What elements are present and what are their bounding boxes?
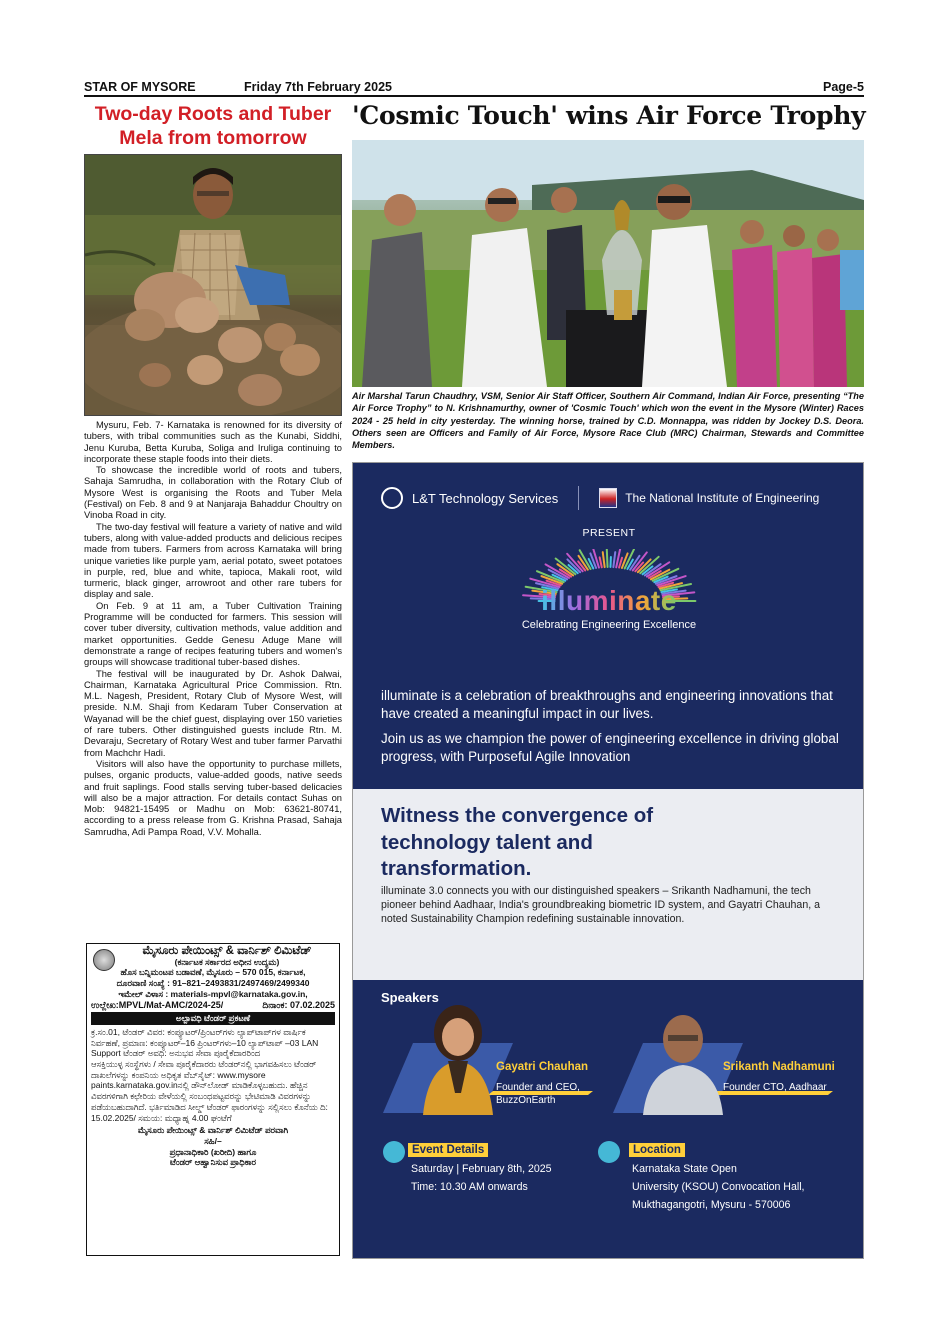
speaker-portrait-1 xyxy=(413,1003,503,1115)
tender-address: ಹೊಸ ಬನ್ನಿಮಂಟಪ ಬಡಾವಣೆ, ಮೈಸೂರು – 570 015, ಕರ್ನಾಟಕ, xyxy=(120,967,306,978)
tender-sign-line-4: ಟೆಂಡರ್ ಆಹ್ವಾನಿಸುವ ಪ್ರಾಧಿಕಾರ xyxy=(169,1157,257,1168)
tender-email: ಇಮೇಲ್ ವಿಳಾಸ : materials-mpvl@karnataka.gov.in, xyxy=(118,988,308,999)
left-headline-line-1: Two-day Roots and Tuber xyxy=(94,103,332,125)
ad-sponsor-logos xyxy=(381,485,851,511)
left-headline-line-2: Mela from tomorrow xyxy=(119,127,307,149)
tender-notice xyxy=(86,943,340,1256)
lt-name: L&T Technology Services xyxy=(412,490,559,506)
starburst-ray xyxy=(607,549,608,567)
tender-subtitle: (ಕರ್ನಾಟಕ ಸರ್ಕಾರದ ಅಧೀನ ಉದ್ಯಮ) xyxy=(174,956,280,967)
location-line-3: Mukthagangotri, Mysuru - 570006 xyxy=(632,1199,791,1211)
speaker-1-role-line-2: BuzzOnEarth xyxy=(496,1095,556,1106)
speaker-2-name: Srikanth Nadhamuni xyxy=(723,1061,835,1073)
tender-phone: ದೂರವಾಣಿ ಸಂಖ್ಯೆ : 91–821–2493831/2497469/2499340 xyxy=(116,978,310,989)
article-paragraph: Mysuru, Feb. 7- Karnataka is renowned for its diversity of tubers, with tribal communities such as the Kunabi, Siddhi, Jenu Kuruba, Betta Kuruba, Soliga and Iruliga continuing to incorporate these staple foods into their diets. xyxy=(84,420,342,464)
ad-speakers-blurb: illuminate 3.0 connects you with our distinguished speakers – Srikanth Nadhamuni, the tech pioneer behind Aadhaar, India's groundbreaking biometric ID system, and Gayatri Chauhan, a noted Sustainability Champion redefining sustainable innovation. xyxy=(381,885,820,925)
event-date: Saturday | February 8th, 2025 xyxy=(411,1163,552,1175)
article-paragraph: The festival will be inaugurated by Dr. Ashok Dalwai, Chairman, Karnataka Agricultural Price Commission. Rtn. M.L. Nagesh, President, Rotary Club of Mysore West, will preside. N.M. Shaji from Kedaram Tuber Conservation at Wayanad will be the chief guest, displaying over 150 varieties of rare tubers. Other distinguished guests include Rtn. M. Devaraju, Secretary of Rotary West and tuber farmer Parvathi from Machchr Hadi. xyxy=(84,668,342,758)
illuminate-logo xyxy=(483,549,735,645)
article-paragraph: Visitors will also have the opportunity to purchase millets, pulses, organic products, value-added goods, native seeds and fruit saplings. Food stalls serving tuber-based delicacies will also be a major attraction. For details contact Suhas on Mob: 94821-15495 or Madhu on Mob: 63621-80741, according to a press release from G. Krishna Prasad, Sahaja Samrudha, Adi Pampa Road, V.V. Mohalla. xyxy=(84,758,342,837)
event-name-text: illuminate xyxy=(541,585,677,616)
ad-top-section xyxy=(353,463,864,789)
tender-ref: ಉಲ್ಲೇಖ:MPVL/Mat-AMC/2024-25/ xyxy=(91,999,224,1010)
page-number: Page-5 xyxy=(823,80,864,94)
logo-divider xyxy=(578,486,579,510)
ad-paragraph-1: illuminate is a celebration of breakthroughs and engineering innovations that have created a meaningful impact in our lives. xyxy=(381,688,833,721)
tender-notice-title: ಅಲ್ಪಾವಧಿ ಟೆಂಡರ್ ಪ್ರಕಟಣೆ xyxy=(91,1012,335,1025)
photo-caption: Air Marshal Tarun Chaudhry, VSM, Senior Air Staff Officer, Southern Air Command, Indian Air Force, presenting “The Air Force Trophy” to N. Krishnamurthy, owner of 'Cosmic Touch' which won the event in the Mysore (Winter) Races 2024 - 25 held in city yesterday. The winning horse, trained by C.D. Monnappa, was ridden by Jockey D.S. Deora. Others seen are Officers and Family of Air Force, Mysore Race Club (MRC) Chairman, Stewards and Committee Members. xyxy=(352,391,864,451)
present-label: PRESENT xyxy=(582,527,636,539)
article-paragraph: On Feb. 9 at 11 am, a Tuber Cultivation Training Programme will be conducted for farmers. This session will cover tuber diversity, cultivation methods, value addition and market opportunities. Gedde Genesu Aduge Mane will demonstrate a range of recipes featuring tubers and women's groups will showcase traditional tuber-based dishes. xyxy=(84,600,342,668)
nie-name: The National Institute of Engineering xyxy=(625,491,820,505)
tender-sign-line-3: ಪ್ರಧಾನಾಧಿಕಾರಿ (ಖರೀದಿ) ಹಾಗೂ xyxy=(169,1146,257,1157)
srikanth-nadhamuni-photo xyxy=(638,1003,728,1115)
left-article-body xyxy=(84,420,342,838)
tender-line: ಕ್ರ.ಸಂ.01, ಟೆಂಡರ್ ವಿವರ: ಕಂಪ್ಯೂಟರ್/ಪ್ರಿಂಟರ್‌ಗಳು ಲ್ಯಾಪ್‌ಟಾಪ್‌ಗಳ ವಾರ್ಷಿಕ ನಿರ್ವಹಣೆ, ಪ್ರಮಾಣ: ಕಂಪ್ಯೂಟರ್–16 ಪ್ರಿಂಟರ್‌ಗಳು–10 ಲ್ಯಾಪ್‌ಟಾಪ್ –03 LAN Support ಟೆಂಡರ್ ಅವಧಿ: ಅನುಭವ ಸೇವಾ ಪೂರೈಕೆದಾರರಿಂದ xyxy=(91,1026,319,1059)
left-story xyxy=(84,100,342,838)
speaker-2-role: Founder CTO, Aadhaar xyxy=(723,1082,827,1093)
location-line-1: Karnataka State Open xyxy=(632,1163,737,1175)
location-label: Location xyxy=(629,1143,685,1157)
illuminate-advertisement xyxy=(352,462,864,1259)
event-time: Time: 10.30 AM onwards xyxy=(411,1181,528,1193)
location-line-2: University (KSOU) Convocation Hall, xyxy=(632,1181,805,1193)
tender-ref-date: ದಿನಾಂಕ: 07.02.2025 xyxy=(262,999,335,1010)
starburst-ray xyxy=(603,552,605,567)
company-emblem-icon xyxy=(93,949,115,971)
tender-sign-line-2: ಸಹಿ/– xyxy=(204,1135,222,1146)
nie-crest-icon xyxy=(599,488,617,508)
tuber-farmer-photo xyxy=(84,154,342,416)
ad-paragraph-2: Join us as we champion the power of engineering excellence in driving global progress, with Purposeful Agile Innovation xyxy=(381,731,839,764)
location-pin-icon xyxy=(598,1141,620,1163)
starburst-ray xyxy=(613,552,615,567)
event-name xyxy=(483,585,735,617)
tender-company-name: ಮೈಸೂರು ಪೇಯಿಂಟ್ಸ್ & ವಾರ್ನಿಶ್ ಲಿಮಿಟೆಡ್ xyxy=(142,945,312,957)
speaker-1-role-line-1: Founder and CEO, xyxy=(496,1082,580,1093)
starburst-ray xyxy=(600,557,602,567)
event-details-label: Event Details xyxy=(408,1143,488,1157)
right-headline: 'Cosmic Touch' wins Air Force Trophy xyxy=(352,101,866,130)
paper-name: STAR OF MYSORE xyxy=(84,80,196,94)
trophy-photo-illustration xyxy=(352,140,864,387)
page-header xyxy=(84,76,864,94)
calendar-icon xyxy=(383,1141,405,1163)
tender-sign-line-1: ಮೈಸೂರು ಪೇಯಿಂಟ್ಸ್ & ವಾರ್ನಿಶ್ ಲಿಮಿಟೆಡ್ ಪರವಾಗಿ xyxy=(137,1125,289,1136)
event-tagline: Celebrating Engineering Excellence xyxy=(521,619,697,631)
article-paragraph: The two-day festival will feature a variety of native and wild tubers, along with value-added products and delicious recipes made from tubers. Farmers from across Karnataka will bring unique varieties like purple yam, aerial potato, sweet potatoes in purple, red, blue and white, tapioca, Makali root, wild turmeric, black ginger, arrowroot and other rare tubers for display and sale. xyxy=(84,521,342,600)
header-rule xyxy=(84,95,864,97)
tender-ref-row xyxy=(91,1000,335,1011)
ad-heading: Witness the convergence of technology talent and transformation. xyxy=(381,804,654,880)
ad-convergence-section xyxy=(353,789,864,980)
gayatri-chauhan-photo xyxy=(413,1003,503,1115)
speaker-1-name: Gayatri Chauhan xyxy=(496,1061,589,1073)
lt-logo-icon xyxy=(381,487,403,509)
tender-line: ಆಸಕ್ತಿಯುಳ್ಳ ಸಂಸ್ಥೆಗಳು / ಸೇವಾ ಪೂರೈಕೆದಾರರು ಟೆಂಡರ್‌ನಲ್ಲಿ ಭಾಗವಹಿಸಲು ಟೆಂಡರ್ ದಾಖಲೆಗಳನ್ನು ಕಂಪನಿಯ ಅಧಿಕೃತ ವೆಬ್‌ಸೈಟ್: www.mysore paints.karnataka.gov.inನಲ್ಲಿ ಡೌನ್‌ಲೋಡ್ ಮಾಡಿಕೊಳ್ಳಬಹುದು. ಹೆಚ್ಚಿನ ವಿವರಗಳಿಗಾಗಿ ಕಛೇರಿಯ ವೇಳೆಯಲ್ಲಿ ಸಂಬಂಧಪಟ್ಟವರನ್ನು ಭೇಟಿಮಾಡಿ ವಿವರಗಳನ್ನು ಪಡೆಯಬಹುದಾಗಿದೆ. ಭರ್ತಿಮಾಡಿದ ಸೀಲ್ಡ್ ಟೆಂಡರ್ ಫಾರಂಗಳನ್ನು ಸಲ್ಲಿಸಲು ಕೊನೆಯ ದಿ: 15.02.2025/ ಸಮಯ: ಮಧ್ಯಾಹ್ನ 4.00 ಘಂಟೆಗೆ xyxy=(91,1059,328,1123)
left-headline xyxy=(84,102,342,150)
issue-date: Friday 7th February 2025 xyxy=(244,80,392,94)
article-paragraph: To showcase the incredible world of roots and tubers, Sahaja Samrudha, in collaboration with the Rotary Club of Mysore West is organising the Roots and Tuber Mela (Festival) on Feb. 8 and 9 at Nanjaraja Bahaddur Choultry on Vinoba Road in city. xyxy=(84,465,342,521)
speaker-portrait-2 xyxy=(638,1003,728,1115)
speakers-label: Speakers xyxy=(381,990,439,1005)
tuber-photo-illustration xyxy=(85,155,342,416)
trophy-presentation-photo xyxy=(352,140,864,387)
